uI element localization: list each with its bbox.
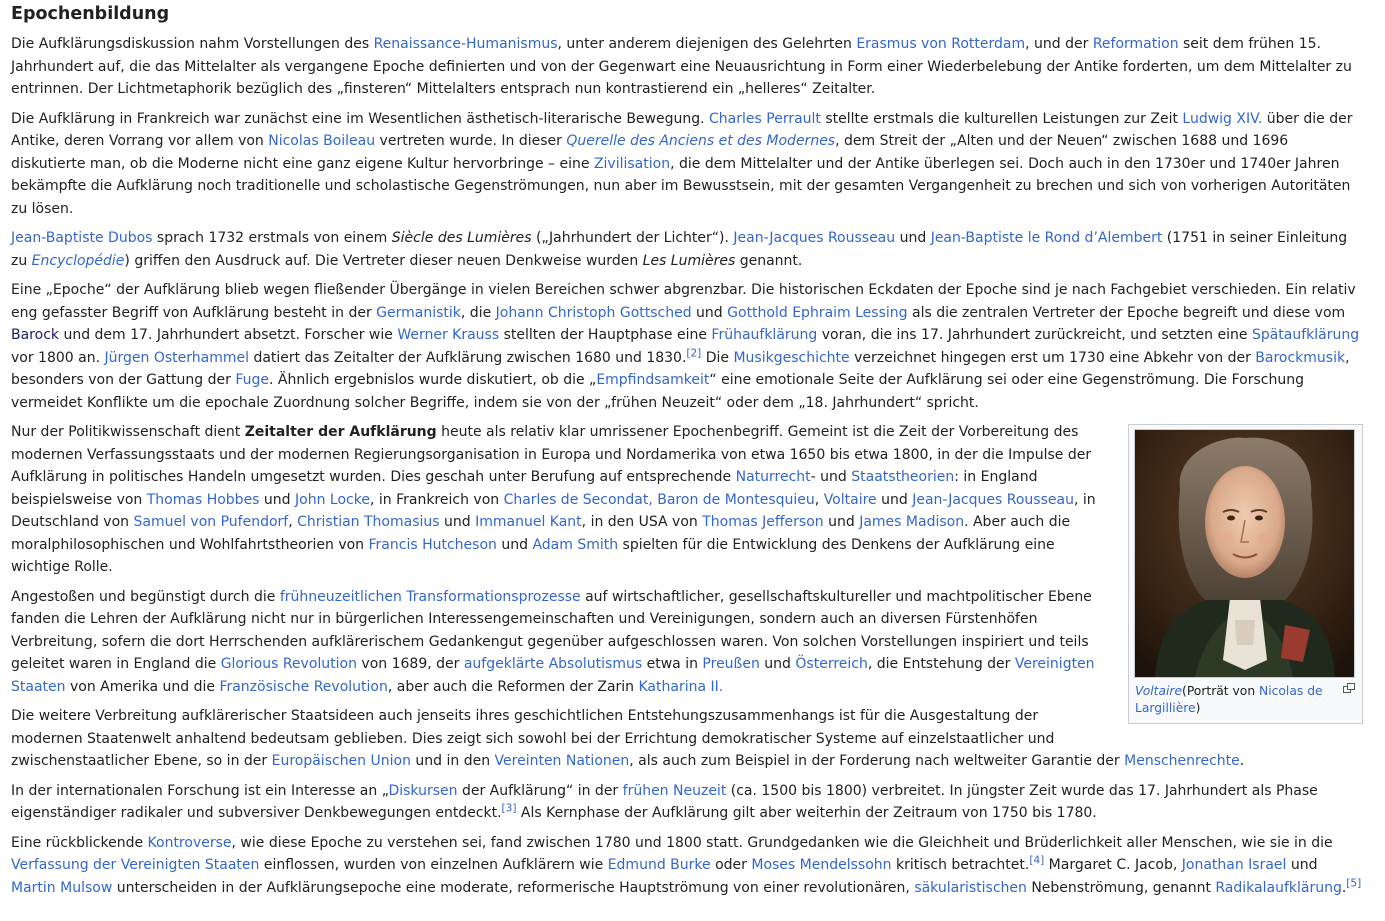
link-hutcheson[interactable]: Francis Hutcheson [368,536,497,553]
link-verfassung[interactable]: Verfassung der Vereinigten Staaten [11,857,260,873]
text: In der internationalen Forschung ist ein Interesse an „ [11,782,389,799]
bold-term: Zeitalter der Aufklärung [244,424,437,440]
link-mendelssohn[interactable]: Moses Mendelssohn [751,857,892,873]
link-menschenrechte[interactable]: Menschenrechte [1124,753,1240,769]
italic-term: Siècle des Lumières [391,230,532,246]
link-rousseau-2[interactable]: Jean-Jacques Rousseau [912,491,1074,508]
text: und [691,304,728,321]
text: und [823,514,860,530]
link-naturrecht[interactable]: Naturrecht [735,469,811,485]
link-zivilisation[interactable]: Zivilisation [593,155,671,172]
link-kontroverse[interactable]: Kontroverse [147,834,232,851]
link-voltaire[interactable]: Voltaire [823,491,877,508]
link-gottsched[interactable]: Johann Christoph Gottsched [495,304,692,321]
text: stellten der Hauptphase eine [499,327,712,343]
text: Angestoßen und begünstigt durch die [11,588,280,605]
text: genannt. [735,252,803,269]
text: vertreten wurde. In dieser [375,133,567,149]
link-spaetaufklaerung[interactable]: Spätaufklärung [1251,327,1360,343]
reference-link[interactable]: [4] [1029,854,1045,867]
caption-title: Voltaire [1135,684,1183,698]
text: . Aber auch die moralphilosophischen und Wohlfahrtstheorien von [11,514,1071,553]
link-un[interactable]: Vereinten Nationen [494,753,630,769]
link-kant[interactable]: Immanuel Kant [475,514,582,530]
link-reformation[interactable]: Reformation [1092,36,1179,52]
link-pufendorf[interactable]: Samuel von Pufendorf [133,514,289,530]
text: datiert das Zeitalter der Aufklärung zwischen 1680 und 1830. [249,349,687,366]
link-israel[interactable]: Jonathan Israel [1181,857,1287,873]
link-katharina[interactable]: Katharina II. [638,678,724,695]
paragraph-8 [11,780,1363,825]
link-radikalaufklaerung[interactable]: Radikalaufklärung [1215,879,1342,896]
text: unterscheiden in der Aufklärungsepoche eine moderate, reformerische Hauptströmung von einer revolutionären, [112,879,915,896]
text: . Ähnlich ergebnislos wurde diskutiert, ob die „ [268,372,597,388]
link-thomasius[interactable]: Christian Thomasius [297,514,440,530]
text: , [814,491,824,508]
text: voran, die ins 17. Jahrhundert zurückreicht, und setzten eine [817,327,1252,343]
text: Als Kernphase der Aufklärung gilt aber weiterhin der Zeitraum von 1750 bis 1780. [516,805,1097,821]
link-vereinigte-staaten[interactable]: Vereinigten Staaten [11,656,1095,695]
text: , unter anderem diejenigen des Gelehrten [557,36,857,52]
caption-largilliere-link[interactable]: Nicolas de Largillière [1135,684,1323,715]
text: und in den [410,753,495,769]
text: Die weitere Verbreitung aufklärerischer Staatsideen auch jenseits ihres geschichtlichen Entstehungszusammenhangs ist für die Ausgestaltung der modernen Staatenwelt anhaltend bedeutsam geblieben. Dies zeigt sich sowohl bei der Errichtung demokratischer Systeme auf einzelstaatlicher und zwischenstaatlicher Ebene, so in der [11,708,1055,769]
text: - und [810,469,852,485]
link-osterhammel[interactable]: Jürgen Osterhammel [104,349,249,366]
text: Eine rückblickende [11,834,148,851]
text: („Jahrhundert der Lichter“). [531,230,734,246]
text: Die Aufklärungsdiskussion nahm Vorstellungen des [11,36,374,52]
paragraph-9 [11,832,1363,900]
link-madison[interactable]: James Madison [859,514,965,530]
text: und [895,230,931,246]
link-dubos[interactable]: Jean-Baptiste Dubos [11,230,153,246]
link-jefferson[interactable]: Thomas Jefferson [702,514,824,530]
text: , [288,514,298,530]
text: , besonders von der Gattung der [11,349,1350,388]
link-fruehaufklaerung[interactable]: Frühaufklärung [711,327,818,343]
link-adam-smith[interactable]: Adam Smith [532,536,619,553]
link-text: Querelle des Anciens et des Modernes [566,133,836,149]
link-text: Encyclopédie [31,252,125,269]
reference-link[interactable]: [2] [686,346,702,359]
text: , und der [1025,36,1093,52]
text: . [1239,753,1245,769]
link-barock[interactable]: Barock [11,327,60,343]
text: “ eine emotionale Seite der Aufklärung sei oder eine Gegenströmung. Die Forschung vermeidet Konflikte um die epochale Zuordnung solcher Begriffe, indem sie von der „frühen Neuzeit“ oder dem „18. Jahrhundert“ spricht. [11,372,1304,411]
text: vor 1800 an. [11,349,105,366]
link-oesterreich[interactable]: Österreich [795,656,868,672]
figure-caption [1132,679,1359,720]
link-musikgeschichte[interactable]: Musikgeschichte [733,349,850,366]
text: über die der Antike, deren Vorrang vor allem von [11,110,1353,149]
text: einflossen, wurden von einzelnen Aufklärern wie [259,857,608,873]
link-erasmus[interactable]: Erasmus von Rotterdam [856,36,1026,52]
text: auf wirtschaftlicher, gesellschaftskultureller und machtpolitischer Ebene fanden die Lehren der Aufklärung nicht nur in bürgerlichen Interessengemeinschaften und Vereinigungen, sondern auch an diversen Fürstenhöfen Verbreitung, sofern die dort Herrschenden aufklärerischem Gedankengut gegenüber aufgeschlossen waren. Von solchen Vorstellungen inspiriert und teils geleitet waren in England die [11,588,1092,672]
paragraph-2 [11,108,1363,221]
portrait-figure [1128,424,1363,724]
text: Die Aufklärung in Frankreich war zunächst eine im Wesentlichen ästhetisch-literarische Bewegung. [11,110,710,127]
text: , dem Streit der „Alten und der Neuen“ zwischen 1688 und 1696 diskutierte man, ob die Moderne nicht eine ganz eigene Kultur hervorbringe – eine [11,133,1289,172]
text: , als auch zum Beispiel in der Forderung nach weltweiter Garantie der [629,753,1125,769]
text: stellte erstmals die kulturellen Leistungen zur Zeit [820,110,1183,127]
text: . [1341,879,1347,896]
text: (Porträt von [1182,684,1260,698]
link-boileau[interactable]: Nicolas Boileau [268,133,376,149]
reference-4[interactable] [1029,854,1044,866]
paragraph-1 [11,33,1363,101]
text: (1751 in seiner Einleitung zu [11,230,1348,269]
link-encyclopedie[interactable] [32,253,125,269]
text: : in England beispielsweise von [11,469,1038,508]
link-hobbes[interactable]: Thomas Hobbes [146,491,260,508]
link-dalembert[interactable]: Jean-Baptiste le Rond d’Alembert [930,230,1163,246]
text: und [876,491,913,508]
text: von 1689, der [356,656,464,672]
link-empfindsamkeit[interactable]: Empfindsamkeit [596,372,710,388]
text: seit dem frühen 15. Jahrhundert auf, die das Mittelalter als vergangene Epoche definierten und von der Gegenwart eine Neuausrichtung in Form einer Wiederbelebung der Antike forderten, um dem Mittelalter zu entrinnen. Der Lichtmetaphorik bezüglich des „finsteren“ Mittelalters entsprach nun kontrastierend ein „helleres“ Zeitalter. [11,36,1352,97]
reference-5[interactable] [1346,877,1361,889]
text: sprach 1732 erstmals von einem [152,230,392,246]
italic-term: Les Lumières [642,252,736,269]
text: heute als relativ klar umrissener Epochenbegriff. Gemeint ist die Zeit der Vorbereitung des modernen Verfassungsstaats und der modernen Regierungsorganisation in Europa und Nordamerika von etwa 1650 bis etwa 1800, in der die Impulse der Aufklärung in politisches Handeln umgesetzt wurden. Dies geschah unter Berufung auf entsprechende [11,424,1092,485]
link-lessing[interactable]: Gotthold Ephraim Lessing [727,304,908,321]
text: Die [701,349,734,366]
link-preussen[interactable]: Preußen [702,656,760,672]
text: und [439,514,476,530]
link-montesquieu[interactable]: Charles de Secondat, Baron de Montesquieu [503,491,815,508]
paragraph-3 [11,227,1363,272]
reference-link[interactable]: [3] [501,802,517,815]
text: verzeichnet hingegen erst um 1730 eine Abkehr von der [849,349,1256,366]
link-querelle[interactable] [566,133,835,149]
link-fruehe-neuzeit[interactable]: frühen Neuzeit [622,782,727,799]
text: und [759,656,796,672]
voltaire-portrait[interactable] [1134,429,1355,678]
text: und dem 17. Jahrhundert absetzt. Forscher wie [59,327,398,343]
text: ) [1195,701,1201,715]
reference-2[interactable] [686,347,701,359]
link-fuge[interactable]: Fuge [235,372,269,388]
link-renaissance-humanismus[interactable]: Renaissance-Humanismus [373,36,558,52]
paragraph-4 [11,279,1363,414]
text: und [496,536,533,553]
text: , die [460,304,496,321]
link-diskursen[interactable]: Diskursen [388,782,458,799]
link-mulsow[interactable]: Martin Mulsow [11,879,113,896]
enlarge-icon[interactable] [1343,683,1355,693]
link-krauss[interactable]: Werner Krauss [397,327,500,343]
link-glorious-revolution[interactable]: Glorious Revolution [220,656,357,672]
text: Nebenströmung, genannt [1026,879,1216,896]
text: , in den USA von [581,514,703,530]
link-transformationsprozesse[interactable]: frühneuzeitlichen Transformationsprozesse [279,588,581,605]
text: , die dem Mittelalter und der Antike überlegen sei. Doch auch in den 1730er und 1740er Jahren bekämpfte die Aufklärung noch traditionelle und scholastische Gegenströmungen, nun aber im Bewusstsein, mit der gesamten Vergangenheit zu brechen und sich von vorherigen Autoritäten zu lösen. [11,155,1351,217]
text: kritisch betrachtet. [891,857,1030,873]
text: ) griffen den Ausdruck auf. Die Vertreter dieser neuen Denkweise wurden [124,252,643,269]
reference-3[interactable] [502,802,517,814]
text: Eine „Epoche“ der Aufklärung blieb wegen fließender Übergänge in vielen Bereichen schwer abgrenzbar. Die historischen Eckdaten der Epoche sind je nach Fachgebiet verschieden. Ein relativ eng gefasster Begriff von Aufklärung besteht in der [11,282,1356,321]
text: , wie diese Epoche zu verstehen sei, fand zwischen 1780 und 1800 statt. Grundgedanken wie die Gleichheit und Brüderlichkeit aller Menschen, wie sie in die [231,834,1333,851]
text: , in Frankreich von [369,491,504,508]
link-staatstheorien[interactable]: Staatstheorien [851,469,955,485]
text: spielten für die Entwicklung des Denkens der Aufklärung eine wichtige Rolle. [11,536,1055,575]
text: oder [710,857,752,873]
text: , aber auch die Reformen der Zarin [387,678,639,695]
text: , in Deutschland von [11,491,1096,530]
link-burke[interactable]: Edmund Burke [607,857,711,873]
section-heading: Epochenbildung [11,4,170,24]
link-rousseau[interactable]: Jean-Jacques Rousseau [733,230,896,246]
text: Nur der Politikwissenschaft dient [11,424,245,440]
link-germanistik[interactable]: Germanistik [376,304,461,321]
text: von Amerika und die [65,678,220,695]
link-perrault[interactable]: Charles Perrault [709,110,821,127]
reference-link[interactable]: [5] [1346,876,1362,889]
caption-voltaire-link[interactable] [1135,684,1182,698]
text: , die Entstehung der [867,656,1015,672]
text: der Aufklärung“ in der [457,782,623,799]
text: etwa in [642,656,703,672]
text: (ca. 1500 bis 1800) verbreitet. In jüngster Zeit wurde das 17. Jahrhundert als Phase eigenständiger radikaler und subversiver Denkbewegungen entdeckt. [11,782,1318,821]
link-saekularistischen[interactable]: säkularistischen [914,879,1027,896]
text: und [259,491,296,508]
text: und [1286,857,1318,873]
link-eu[interactable]: Europäischen Union [271,753,411,769]
link-ludwig-xiv[interactable]: Ludwig XIV. [1182,110,1263,127]
link-locke[interactable]: John Locke [295,491,370,508]
link-barockmusik[interactable]: Barockmusik [1255,349,1346,366]
link-franzoesische-revolution[interactable]: Französische Revolution [219,678,388,695]
text: Margaret C. Jacob, [1044,857,1182,873]
article-section [11,0,1363,906]
text: als die zentralen Vertreter der Epoche begreift und diese vom [907,304,1346,321]
link-absolutismus[interactable]: aufgeklärte Absolutismus [463,656,643,672]
